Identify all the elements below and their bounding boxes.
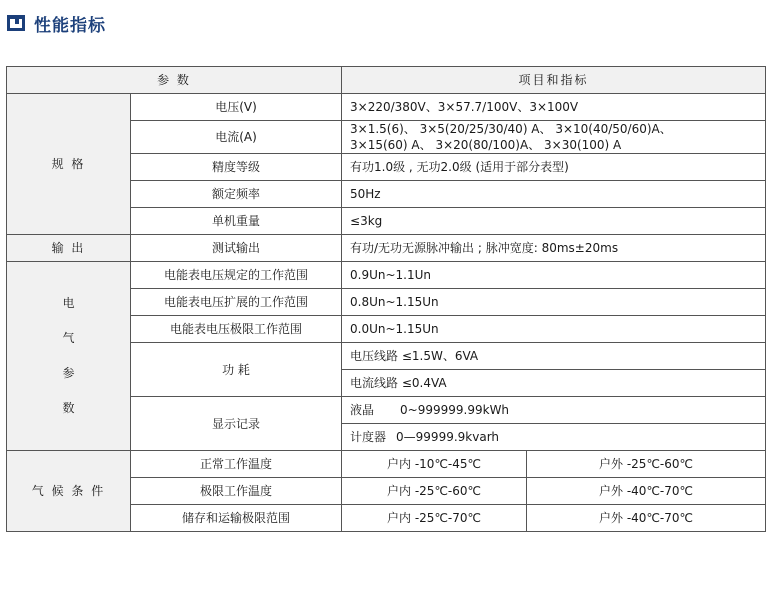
param-accuracy: 精度等级 xyxy=(131,154,342,181)
param-storage-temp: 储存和运输极限范围 xyxy=(131,505,342,532)
param-test-output: 测试输出 xyxy=(131,235,342,262)
lcd-value: 0~999999.99kWh xyxy=(400,403,510,417)
value-ext-range: 0.8Un~1.15Un xyxy=(342,289,766,316)
table-header-row xyxy=(7,67,766,94)
group-output: 输 出 xyxy=(7,235,131,262)
param-frequency: 额定频率 xyxy=(131,181,342,208)
value-test-output: 有功/无功无源脉冲输出 ; 脉冲宽度: 80ms±20ms xyxy=(342,235,766,262)
current-line-1: 3×1.5(6)、 3×5(20/25/30/40) A、 3×10(40/50/60)A、 xyxy=(350,122,672,136)
param-limit-temp: 极限工作温度 xyxy=(131,478,342,505)
value-frequency: 50Hz xyxy=(342,181,766,208)
value-current xyxy=(342,121,766,154)
header-value: 项目和指标 xyxy=(342,67,766,94)
value-display-counter xyxy=(342,424,766,451)
table-row xyxy=(7,262,766,289)
counter-value: 0—99999.9kvarh xyxy=(396,430,500,444)
value-normal-outdoor: 户外 -25℃-60℃ xyxy=(527,451,766,478)
table-row xyxy=(7,451,766,478)
param-display: 显示记录 xyxy=(131,397,342,451)
param-weight: 单机重量 xyxy=(131,208,342,235)
value-storage-indoor: 户内 -25℃-70℃ xyxy=(342,505,527,532)
value-normal-indoor: 户内 -10℃-45℃ xyxy=(342,451,527,478)
group-electrical-char: 数 xyxy=(62,401,75,415)
value-limit-range: 0.0Un~1.15Un xyxy=(342,316,766,343)
param-power: 功 耗 xyxy=(131,343,342,397)
value-limit-outdoor: 户外 -40℃-70℃ xyxy=(527,478,766,505)
value-power-current: 电流线路 ≤0.4VA xyxy=(342,370,766,397)
group-electrical-char: 气 xyxy=(62,331,75,345)
group-electrical-char: 电 xyxy=(62,296,75,310)
param-normal-temp: 正常工作温度 xyxy=(131,451,342,478)
blue-corner-bracket-icon xyxy=(6,13,26,33)
section-title xyxy=(6,10,106,36)
value-accuracy: 有功1.0级 , 无功2.0级 (适用于部分表型) xyxy=(342,154,766,181)
group-electrical xyxy=(7,262,131,451)
value-storage-outdoor: 户外 -40℃-70℃ xyxy=(527,505,766,532)
current-line-2: 3×15(60) A、 3×20(80/100)A、 3×30(100) A xyxy=(350,138,622,152)
param-limit-range: 电能表电压极限工作范围 xyxy=(131,316,342,343)
counter-name: 计度器 xyxy=(350,430,387,444)
table-row xyxy=(7,94,766,121)
value-limit-indoor: 户内 -25℃-60℃ xyxy=(342,478,527,505)
spec-table xyxy=(6,66,766,532)
param-spec-range: 电能表电压规定的工作范围 xyxy=(131,262,342,289)
value-spec-range: 0.9Un~1.1Un xyxy=(342,262,766,289)
group-spec: 规 格 xyxy=(7,94,131,235)
table-row xyxy=(7,235,766,262)
group-electrical-char: 参 xyxy=(62,366,75,380)
page-title: 性能指标 xyxy=(34,15,106,36)
value-display-lcd xyxy=(342,397,766,424)
param-ext-range: 电能表电压扩展的工作范围 xyxy=(131,289,342,316)
value-power-voltage: 电压线路 ≤1.5W、6VA xyxy=(342,343,766,370)
value-weight: ≤3kg xyxy=(342,208,766,235)
header-param: 参 数 xyxy=(7,67,342,94)
value-voltage: 3×220/380V、3×57.7/100V、3×100V xyxy=(342,94,766,121)
group-climate: 气 候 条 件 xyxy=(7,451,131,532)
lcd-name: 液晶 xyxy=(350,403,375,417)
param-voltage: 电压(V) xyxy=(131,94,342,121)
param-current: 电流(A) xyxy=(131,121,342,154)
